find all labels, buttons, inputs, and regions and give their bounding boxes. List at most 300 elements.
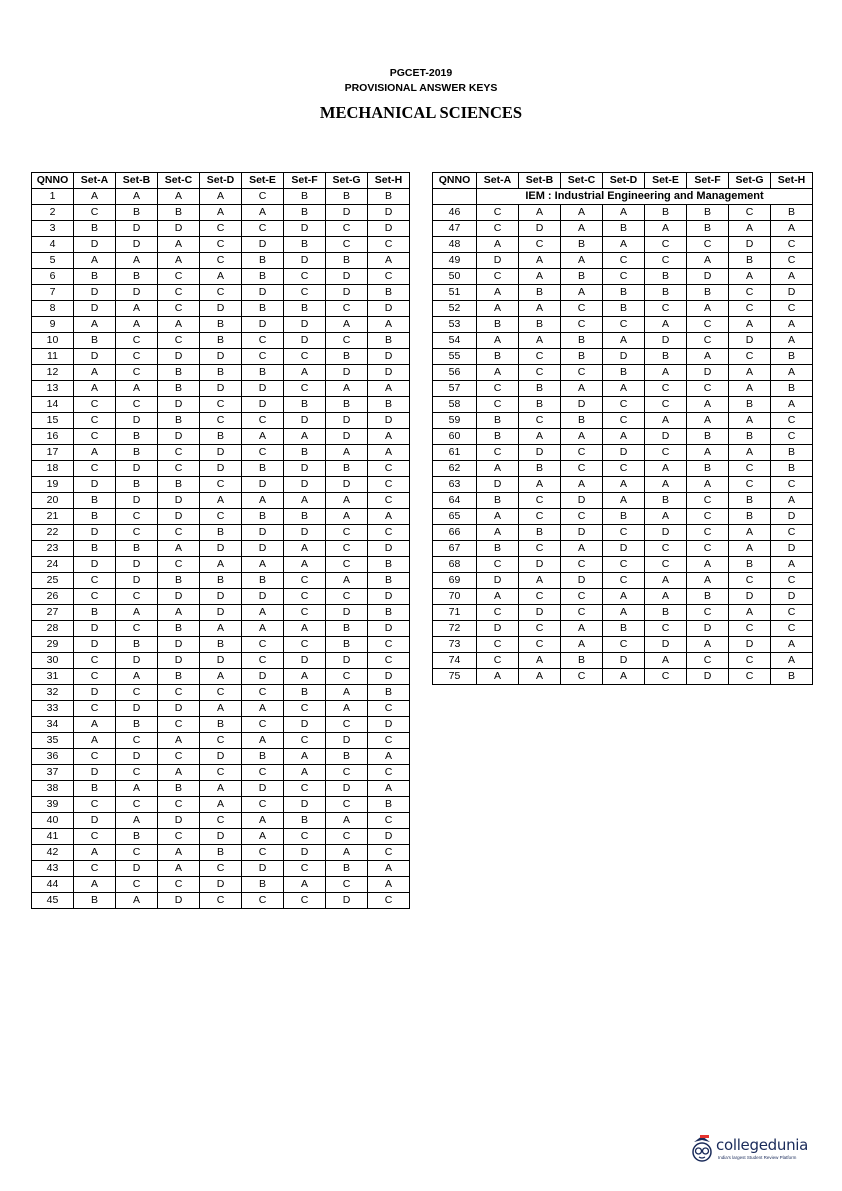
answer-cell: B <box>368 573 410 589</box>
table-row <box>32 333 410 349</box>
answer-cell: D <box>771 589 813 605</box>
answer-cell: B <box>645 605 687 621</box>
answer-cell: D <box>729 589 771 605</box>
answer-cell: A <box>645 413 687 429</box>
answer-cell: D <box>200 349 242 365</box>
answer-cell: C <box>74 653 116 669</box>
answer-cell: C <box>200 893 242 909</box>
answer-cell: B <box>477 413 519 429</box>
answer-cell: B <box>116 429 158 445</box>
answer-cell: B <box>603 285 645 301</box>
answer-cell: B <box>158 381 200 397</box>
answer-cell: D <box>200 749 242 765</box>
answer-cell: C <box>771 413 813 429</box>
answer-cell: C <box>603 525 645 541</box>
answer-cell: C <box>116 333 158 349</box>
table-row <box>433 333 813 349</box>
answer-cell: C <box>519 621 561 637</box>
table-row <box>433 285 813 301</box>
table-row <box>32 189 410 205</box>
answer-cell: A <box>561 621 603 637</box>
answer-cell: A <box>603 605 645 621</box>
answer-cell: C <box>326 717 368 733</box>
answer-cell: C <box>687 541 729 557</box>
answer-cell: C <box>519 541 561 557</box>
answer-cell: D <box>326 413 368 429</box>
answer-cell: B <box>116 541 158 557</box>
question-number-cell: 68 <box>433 557 477 573</box>
answer-cell: D <box>242 525 284 541</box>
table-row <box>433 637 813 653</box>
answer-cell: C <box>116 397 158 413</box>
answer-cell: C <box>200 861 242 877</box>
answer-cell: B <box>561 333 603 349</box>
answer-cell: B <box>729 253 771 269</box>
question-number-cell: 12 <box>32 365 74 381</box>
table-row <box>32 493 410 509</box>
column-header: Set-C <box>158 173 200 189</box>
answer-cell: B <box>368 333 410 349</box>
table-row <box>32 301 410 317</box>
answer-cell: C <box>477 653 519 669</box>
answer-cell: C <box>284 829 326 845</box>
answer-cell: B <box>645 285 687 301</box>
answer-cell: D <box>242 669 284 685</box>
answer-cell: D <box>284 477 326 493</box>
answer-cell: C <box>368 845 410 861</box>
answer-cell: A <box>603 477 645 493</box>
answer-cell: B <box>561 237 603 253</box>
answer-cell: C <box>158 749 200 765</box>
answer-cell: D <box>729 637 771 653</box>
question-number-cell: 19 <box>32 477 74 493</box>
answer-cell: B <box>771 205 813 221</box>
answer-cell: B <box>771 669 813 685</box>
table-row <box>32 445 410 461</box>
answer-cell: A <box>729 541 771 557</box>
answer-cell: C <box>645 669 687 685</box>
answer-cell: D <box>368 365 410 381</box>
answer-cell: D <box>116 557 158 573</box>
question-number-cell: 6 <box>32 269 74 285</box>
answer-cell: A <box>242 733 284 749</box>
answer-cell: C <box>74 429 116 445</box>
table-row <box>433 221 813 237</box>
answer-cell: A <box>242 605 284 621</box>
answer-cell: D <box>326 653 368 669</box>
answer-cell: A <box>116 301 158 317</box>
question-number-cell: 52 <box>433 301 477 317</box>
question-number-cell: 66 <box>433 525 477 541</box>
answer-cell: B <box>200 525 242 541</box>
answer-cell: C <box>477 637 519 653</box>
answer-cell: C <box>158 525 200 541</box>
question-number-cell: 20 <box>32 493 74 509</box>
answer-cell: A <box>368 429 410 445</box>
answer-cell: A <box>645 589 687 605</box>
table-row <box>433 493 813 509</box>
column-header: Set-H <box>771 173 813 189</box>
answer-cell: A <box>158 189 200 205</box>
table-row <box>433 461 813 477</box>
answer-cell: D <box>368 205 410 221</box>
answer-cell: C <box>729 285 771 301</box>
answer-cell: C <box>74 397 116 413</box>
answer-cell: C <box>603 397 645 413</box>
table-row <box>32 285 410 301</box>
answer-cell: D <box>158 653 200 669</box>
question-number-cell: 3 <box>32 221 74 237</box>
answer-cell: C <box>74 797 116 813</box>
answer-cell: A <box>200 669 242 685</box>
question-number-cell: 15 <box>32 413 74 429</box>
answer-cell: A <box>561 205 603 221</box>
answer-cell: C <box>687 653 729 669</box>
question-number-cell: 73 <box>433 637 477 653</box>
answer-cell: D <box>645 429 687 445</box>
answer-cell: A <box>326 685 368 701</box>
answer-cell: C <box>771 525 813 541</box>
answer-cell: B <box>771 381 813 397</box>
answer-cell: C <box>326 237 368 253</box>
answer-cell: A <box>603 493 645 509</box>
answer-cell: D <box>200 381 242 397</box>
answer-cell: C <box>561 365 603 381</box>
answer-cell: C <box>200 397 242 413</box>
question-number-cell: 67 <box>433 541 477 557</box>
answer-cell: A <box>284 541 326 557</box>
answer-cell: C <box>74 701 116 717</box>
answer-key-table-right <box>432 172 813 685</box>
answer-cell: C <box>116 509 158 525</box>
answer-cell: A <box>200 797 242 813</box>
answer-cell: C <box>687 317 729 333</box>
answer-cell: A <box>645 365 687 381</box>
answer-cell: C <box>771 477 813 493</box>
answer-cell: D <box>284 253 326 269</box>
answer-cell: A <box>368 861 410 877</box>
answer-cell: A <box>561 541 603 557</box>
answer-cell: C <box>242 349 284 365</box>
question-number-cell: 44 <box>32 877 74 893</box>
answer-cell: D <box>242 589 284 605</box>
answer-cell: D <box>158 397 200 413</box>
question-number-cell: 47 <box>433 221 477 237</box>
answer-cell: C <box>368 733 410 749</box>
answer-cell: A <box>771 397 813 413</box>
answer-cell: D <box>116 749 158 765</box>
question-number-cell: 43 <box>32 861 74 877</box>
table-row <box>32 637 410 653</box>
table-row <box>433 381 813 397</box>
answer-cell: A <box>74 717 116 733</box>
answer-cell: B <box>242 749 284 765</box>
answer-cell: A <box>729 317 771 333</box>
answer-cell: C <box>242 717 284 733</box>
answer-cell: B <box>477 349 519 365</box>
answer-cell: A <box>326 509 368 525</box>
answer-cell: C <box>729 461 771 477</box>
answer-cell: D <box>74 477 116 493</box>
question-number-cell: 27 <box>32 605 74 621</box>
answer-cell: B <box>242 269 284 285</box>
answer-cell: A <box>687 253 729 269</box>
table-row <box>433 589 813 605</box>
answer-cell: C <box>687 333 729 349</box>
answer-cell: A <box>771 557 813 573</box>
answer-cell: B <box>561 413 603 429</box>
question-number-cell: 58 <box>433 397 477 413</box>
answer-cell: C <box>687 237 729 253</box>
answer-cell: D <box>242 397 284 413</box>
answer-cell: B <box>519 525 561 541</box>
answer-cell: C <box>368 637 410 653</box>
answer-cell: C <box>519 509 561 525</box>
answer-cell: D <box>368 413 410 429</box>
answer-cell: B <box>158 573 200 589</box>
answer-cell: C <box>116 365 158 381</box>
table-row <box>32 221 410 237</box>
answer-cell: C <box>519 493 561 509</box>
question-number-cell: 24 <box>32 557 74 573</box>
answer-cell: C <box>477 397 519 413</box>
answer-cell: C <box>200 253 242 269</box>
question-number-cell: 22 <box>32 525 74 541</box>
answer-cell: A <box>326 445 368 461</box>
answer-cell: D <box>519 221 561 237</box>
answer-cell: C <box>158 301 200 317</box>
question-number-cell: 38 <box>32 781 74 797</box>
answer-cell: A <box>603 333 645 349</box>
table-row <box>32 877 410 893</box>
answer-cell: D <box>284 221 326 237</box>
answer-cell: D <box>242 285 284 301</box>
answer-cell: A <box>603 237 645 253</box>
answer-cell: A <box>368 445 410 461</box>
answer-cell: B <box>368 685 410 701</box>
answer-cell: C <box>326 877 368 893</box>
answer-cell: B <box>158 477 200 493</box>
column-header: Set-E <box>645 173 687 189</box>
answer-cell: D <box>477 253 519 269</box>
column-header: Set-C <box>561 173 603 189</box>
answer-cell: D <box>158 349 200 365</box>
answer-cell: B <box>116 205 158 221</box>
answer-cell: A <box>519 205 561 221</box>
answer-cell: C <box>116 877 158 893</box>
answer-cell: C <box>771 573 813 589</box>
answer-cell: C <box>368 893 410 909</box>
column-header: Set-F <box>687 173 729 189</box>
answer-cell: C <box>158 445 200 461</box>
answer-cell: D <box>284 525 326 541</box>
answer-cell: B <box>284 189 326 205</box>
answer-cell: B <box>519 461 561 477</box>
question-number-cell: 51 <box>433 285 477 301</box>
answer-cell: C <box>326 765 368 781</box>
answer-cell: D <box>74 349 116 365</box>
answer-cell: C <box>158 461 200 477</box>
answer-cell: C <box>326 221 368 237</box>
question-number-cell: 56 <box>433 365 477 381</box>
answer-cell: D <box>200 589 242 605</box>
answer-cell: D <box>284 845 326 861</box>
answer-cell: A <box>284 877 326 893</box>
answer-cell: B <box>645 269 687 285</box>
answer-cell: D <box>771 509 813 525</box>
answer-cell: D <box>603 445 645 461</box>
answer-cell: B <box>284 445 326 461</box>
answer-cell: C <box>284 269 326 285</box>
answer-cell: A <box>158 845 200 861</box>
answer-cell: B <box>116 269 158 285</box>
answer-cell: B <box>645 493 687 509</box>
answer-cell: B <box>368 605 410 621</box>
table-row <box>433 557 813 573</box>
answer-cell: D <box>561 397 603 413</box>
answer-cell: C <box>477 269 519 285</box>
answer-cell: D <box>368 717 410 733</box>
answer-cell: D <box>284 333 326 349</box>
answer-cell: D <box>200 653 242 669</box>
table-row <box>32 237 410 253</box>
question-number-cell: 69 <box>433 573 477 589</box>
table-row <box>433 301 813 317</box>
answer-cell: D <box>242 861 284 877</box>
answer-cell: B <box>729 493 771 509</box>
answer-cell: C <box>477 221 519 237</box>
answer-cell: A <box>326 317 368 333</box>
answer-cell: A <box>561 221 603 237</box>
answer-cell: D <box>200 541 242 557</box>
answer-cell: D <box>645 637 687 653</box>
answer-cell: C <box>368 477 410 493</box>
answer-cell: C <box>200 509 242 525</box>
table-row <box>32 605 410 621</box>
question-number-cell: 63 <box>433 477 477 493</box>
answer-cell: A <box>116 381 158 397</box>
answer-cell: B <box>158 413 200 429</box>
answer-cell: B <box>368 397 410 413</box>
answer-cell: B <box>326 621 368 637</box>
question-number-cell: 1 <box>32 189 74 205</box>
question-number-cell: 75 <box>433 669 477 685</box>
answer-cell: A <box>326 845 368 861</box>
answer-cell: A <box>519 669 561 685</box>
answer-cell: C <box>284 893 326 909</box>
answer-cell: C <box>158 333 200 349</box>
answer-cell: D <box>729 333 771 349</box>
table-row <box>433 669 813 685</box>
answer-cell: C <box>603 253 645 269</box>
answer-cell: D <box>158 589 200 605</box>
answer-cell: B <box>326 637 368 653</box>
answer-cell: D <box>242 477 284 493</box>
answer-cell: C <box>519 349 561 365</box>
answer-cell: A <box>200 557 242 573</box>
answer-cell: B <box>74 893 116 909</box>
answer-cell: A <box>242 493 284 509</box>
answer-cell: C <box>687 525 729 541</box>
answer-cell: C <box>200 733 242 749</box>
answer-cell: C <box>519 413 561 429</box>
answer-cell: D <box>74 765 116 781</box>
answer-cell: D <box>242 781 284 797</box>
question-number-cell: 13 <box>32 381 74 397</box>
answer-cell: D <box>603 349 645 365</box>
answer-cell: B <box>284 685 326 701</box>
answer-cell: A <box>200 205 242 221</box>
question-number-cell: 53 <box>433 317 477 333</box>
answer-cell: C <box>368 701 410 717</box>
question-number-cell: 46 <box>433 205 477 221</box>
answer-cell: B <box>368 189 410 205</box>
answer-cell: C <box>242 637 284 653</box>
answer-cell: B <box>200 637 242 653</box>
question-number-cell: 2 <box>32 205 74 221</box>
answer-cell: A <box>116 669 158 685</box>
column-header: Set-F <box>284 173 326 189</box>
answer-cell: C <box>519 237 561 253</box>
answer-cell: A <box>477 589 519 605</box>
answer-cell: A <box>477 509 519 525</box>
answer-cell: B <box>477 493 519 509</box>
answer-cell: A <box>687 477 729 493</box>
answer-cell: C <box>158 557 200 573</box>
answer-cell: C <box>603 461 645 477</box>
answer-cell: C <box>116 349 158 365</box>
answer-cell: D <box>158 893 200 909</box>
table-row <box>32 205 410 221</box>
answer-cell: C <box>284 605 326 621</box>
answer-cell: B <box>158 669 200 685</box>
answer-cell: A <box>729 525 771 541</box>
answer-cell: B <box>326 749 368 765</box>
answer-cell: B <box>603 365 645 381</box>
answer-cell: B <box>561 349 603 365</box>
answer-cell: A <box>368 509 410 525</box>
answer-cell: C <box>284 637 326 653</box>
answer-cell: D <box>158 637 200 653</box>
answer-cell: D <box>368 621 410 637</box>
table-row <box>32 813 410 829</box>
answer-cell: D <box>116 221 158 237</box>
answer-cell: A <box>519 253 561 269</box>
answer-cell: A <box>729 445 771 461</box>
answer-cell: B <box>242 461 284 477</box>
answer-cell: B <box>200 717 242 733</box>
answer-cell: A <box>603 205 645 221</box>
answer-cell: D <box>603 541 645 557</box>
answer-cell: C <box>242 765 284 781</box>
answer-cell: D <box>519 605 561 621</box>
question-number-cell: 9 <box>32 317 74 333</box>
answer-cell: A <box>771 333 813 349</box>
question-number-cell: 32 <box>32 685 74 701</box>
answer-cell: C <box>284 701 326 717</box>
answer-cell: D <box>116 861 158 877</box>
answer-cell: D <box>326 269 368 285</box>
answer-cell: C <box>242 797 284 813</box>
answer-cell: A <box>603 429 645 445</box>
table-row <box>32 429 410 445</box>
answer-cell: B <box>284 397 326 413</box>
answer-cell: B <box>326 189 368 205</box>
answer-cell: C <box>284 285 326 301</box>
answer-cell: B <box>200 333 242 349</box>
answer-cell: C <box>158 269 200 285</box>
answer-cell: C <box>200 477 242 493</box>
